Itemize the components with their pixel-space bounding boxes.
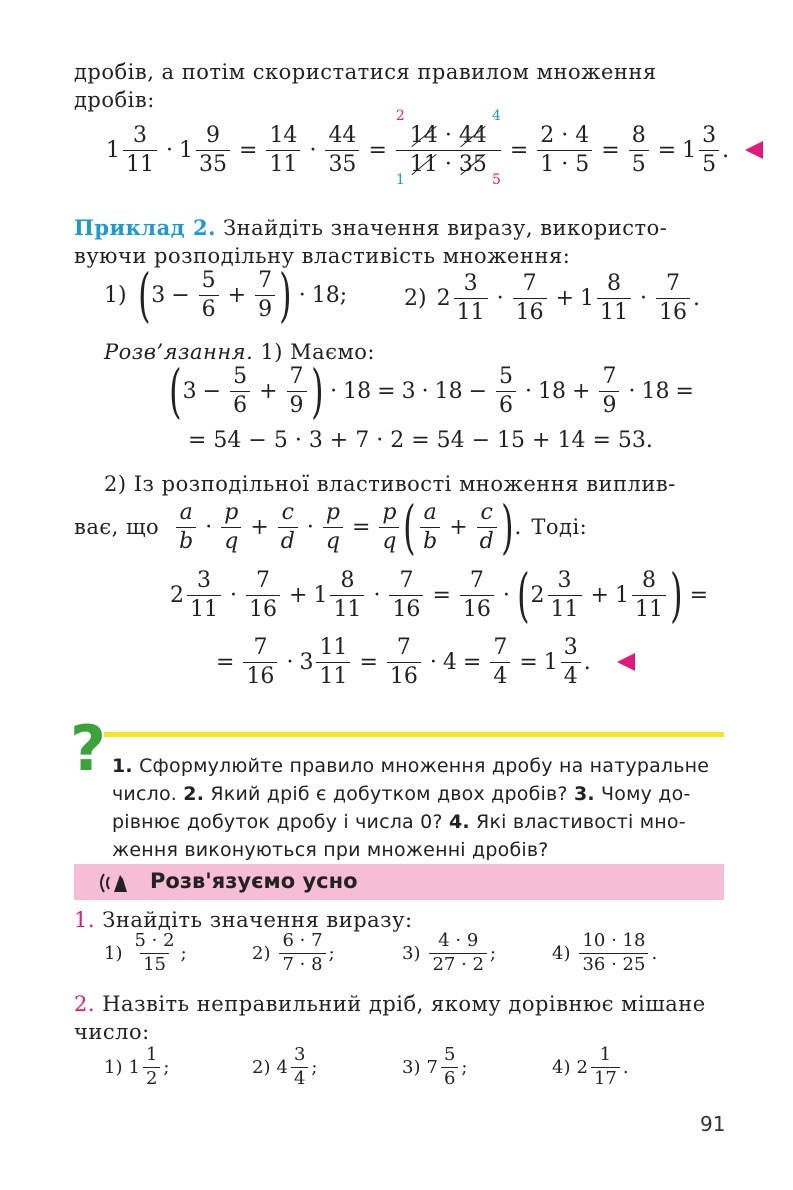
list-item: 4) $\frac{10 \cdot 18}{36 \cdot 25}$ . — [552, 930, 658, 975]
oral-section-banner — [74, 864, 724, 900]
speaking-icon — [96, 870, 130, 896]
list-item: 1) 1 $\frac{1}{2}$ ; — [104, 1044, 170, 1089]
problem-2: 2) 2 $\frac{3}{11}$ · $\frac{7}{16}$ + 1 $\frac{8}{11}$ · $\frac{7}{16}$ . — [404, 271, 701, 325]
cancel-index: 2 — [395, 108, 405, 124]
list-item: 3) $\frac{4 \cdot 9}{27 \cdot 2}$ ; — [402, 930, 497, 975]
example-heading: Приклад 2. Знайдіть значення виразу, використо- — [74, 215, 668, 240]
list-item: 2) 4 $\frac{3}{4}$ ; — [252, 1044, 318, 1089]
solution-line-3: 2 $\frac{3}{11}$ · $\frac{7}{16}$ + 1 $\frac{8}{11}$ · $\frac{7}{16}$ = $\frac{7}{16}$ · ( 2 $\frac{3}{11}$ + 1 $\frac{8}{11}$ ) = — [170, 561, 709, 629]
list-item: 2) $\frac{6 \cdot 7}{7 \cdot 8}$ ; — [252, 930, 335, 975]
distributive-law: ває, що $\frac{a}{b}$ · $\frac{p}{q}$ + $\frac{c}{d}$ · $\frac{p}{q}$ = $\frac{p}{q}$ ( $\frac{a}{b}$ + $\frac{c}{d}$ ) . Тоді: — [74, 493, 588, 561]
exercise-1: 1. Знайдіть значення виразу: — [74, 908, 413, 932]
exercise-2: 2. Назвіть неправильний дріб, якому дорівнює мішане — [74, 992, 706, 1016]
text-line: число: — [74, 1020, 150, 1044]
review-questions: 1. Сформулюйте правило множення дробу на натуральне число. 2. Який дріб є добутком двох дробів? 3. Чому до- рівнює добуток дробу і числа 0? 4. Які властивості мно- ження виконуються при множенні дробів? — [112, 755, 710, 861]
solution-line-4: = $\frac{7}{16}$ · 3 $\frac{11}{11}$ = $\frac{7}{16}$ · 4 = $\frac{7}{4}$ = 1 $\frac{3}{4}$ . — [210, 634, 635, 690]
list-item: 1) $\frac{5 \cdot 2}{15}$ ; — [104, 930, 187, 975]
section-title: Розв'язуємо усно — [150, 869, 358, 893]
cancel-index: 1 — [395, 172, 405, 188]
equation-1: 1 $\frac{3}{11}$ · 1 $\frac{9}{35}$ = $\frac{14}{11}$ · $\frac{44}{35}$ = 14 · 44 11 · 35 2 4 1 5 = $\frac{2 \cdot 4}{1 \cdot 5}$ = $\frac{8}{5}$ = 1 $\frac{3}{5}$ . — [106, 122, 763, 178]
exercise-1-items — [104, 930, 724, 976]
solution-heading: Розв’язання. 1) Маємо: — [104, 340, 376, 364]
text-line: дробів, а потім скористатися правилом множення — [74, 60, 657, 84]
cancel-index: 4 — [491, 108, 501, 124]
text-line: дробів: — [74, 88, 155, 112]
text-line: 2) Із розподільної властивості множення виплив- — [104, 472, 676, 496]
end-marker-icon — [617, 653, 635, 671]
problem-1: 1) ( 3 − $\frac{5}{6}$ + $\frac{7}{9}$ ) · 18 ; — [104, 261, 348, 329]
list-item: 3) 7 $\frac{5}{6}$ ; — [402, 1044, 468, 1089]
question-mark-icon: ? — [70, 712, 106, 785]
exercise-2-items — [104, 1044, 724, 1090]
page-number: 91 — [700, 1112, 726, 1136]
solution-line-1: ( 3 − $\frac{5}{6}$ + $\frac{7}{9}$ ) · 18 = 3 · 18 − $\frac{5}{6}$ · 18 + $\frac{7}{9}$ · 18 = — [169, 357, 694, 425]
end-marker-icon — [745, 141, 763, 159]
solution-line-2: = 54 − 5 · 3 + 7 · 2 = 54 − 15 + 14 = 53. — [188, 428, 653, 453]
list-item: 4) 2 $\frac{1}{17}$ . — [552, 1044, 629, 1089]
yellow-divider — [104, 732, 724, 737]
text-line: вуючи розподільну властивість множення: — [74, 244, 571, 268]
cancel-index: 5 — [491, 172, 501, 188]
cancelled-fraction: 14 · 44 11 · 35 2 4 1 5 — [395, 108, 501, 188]
